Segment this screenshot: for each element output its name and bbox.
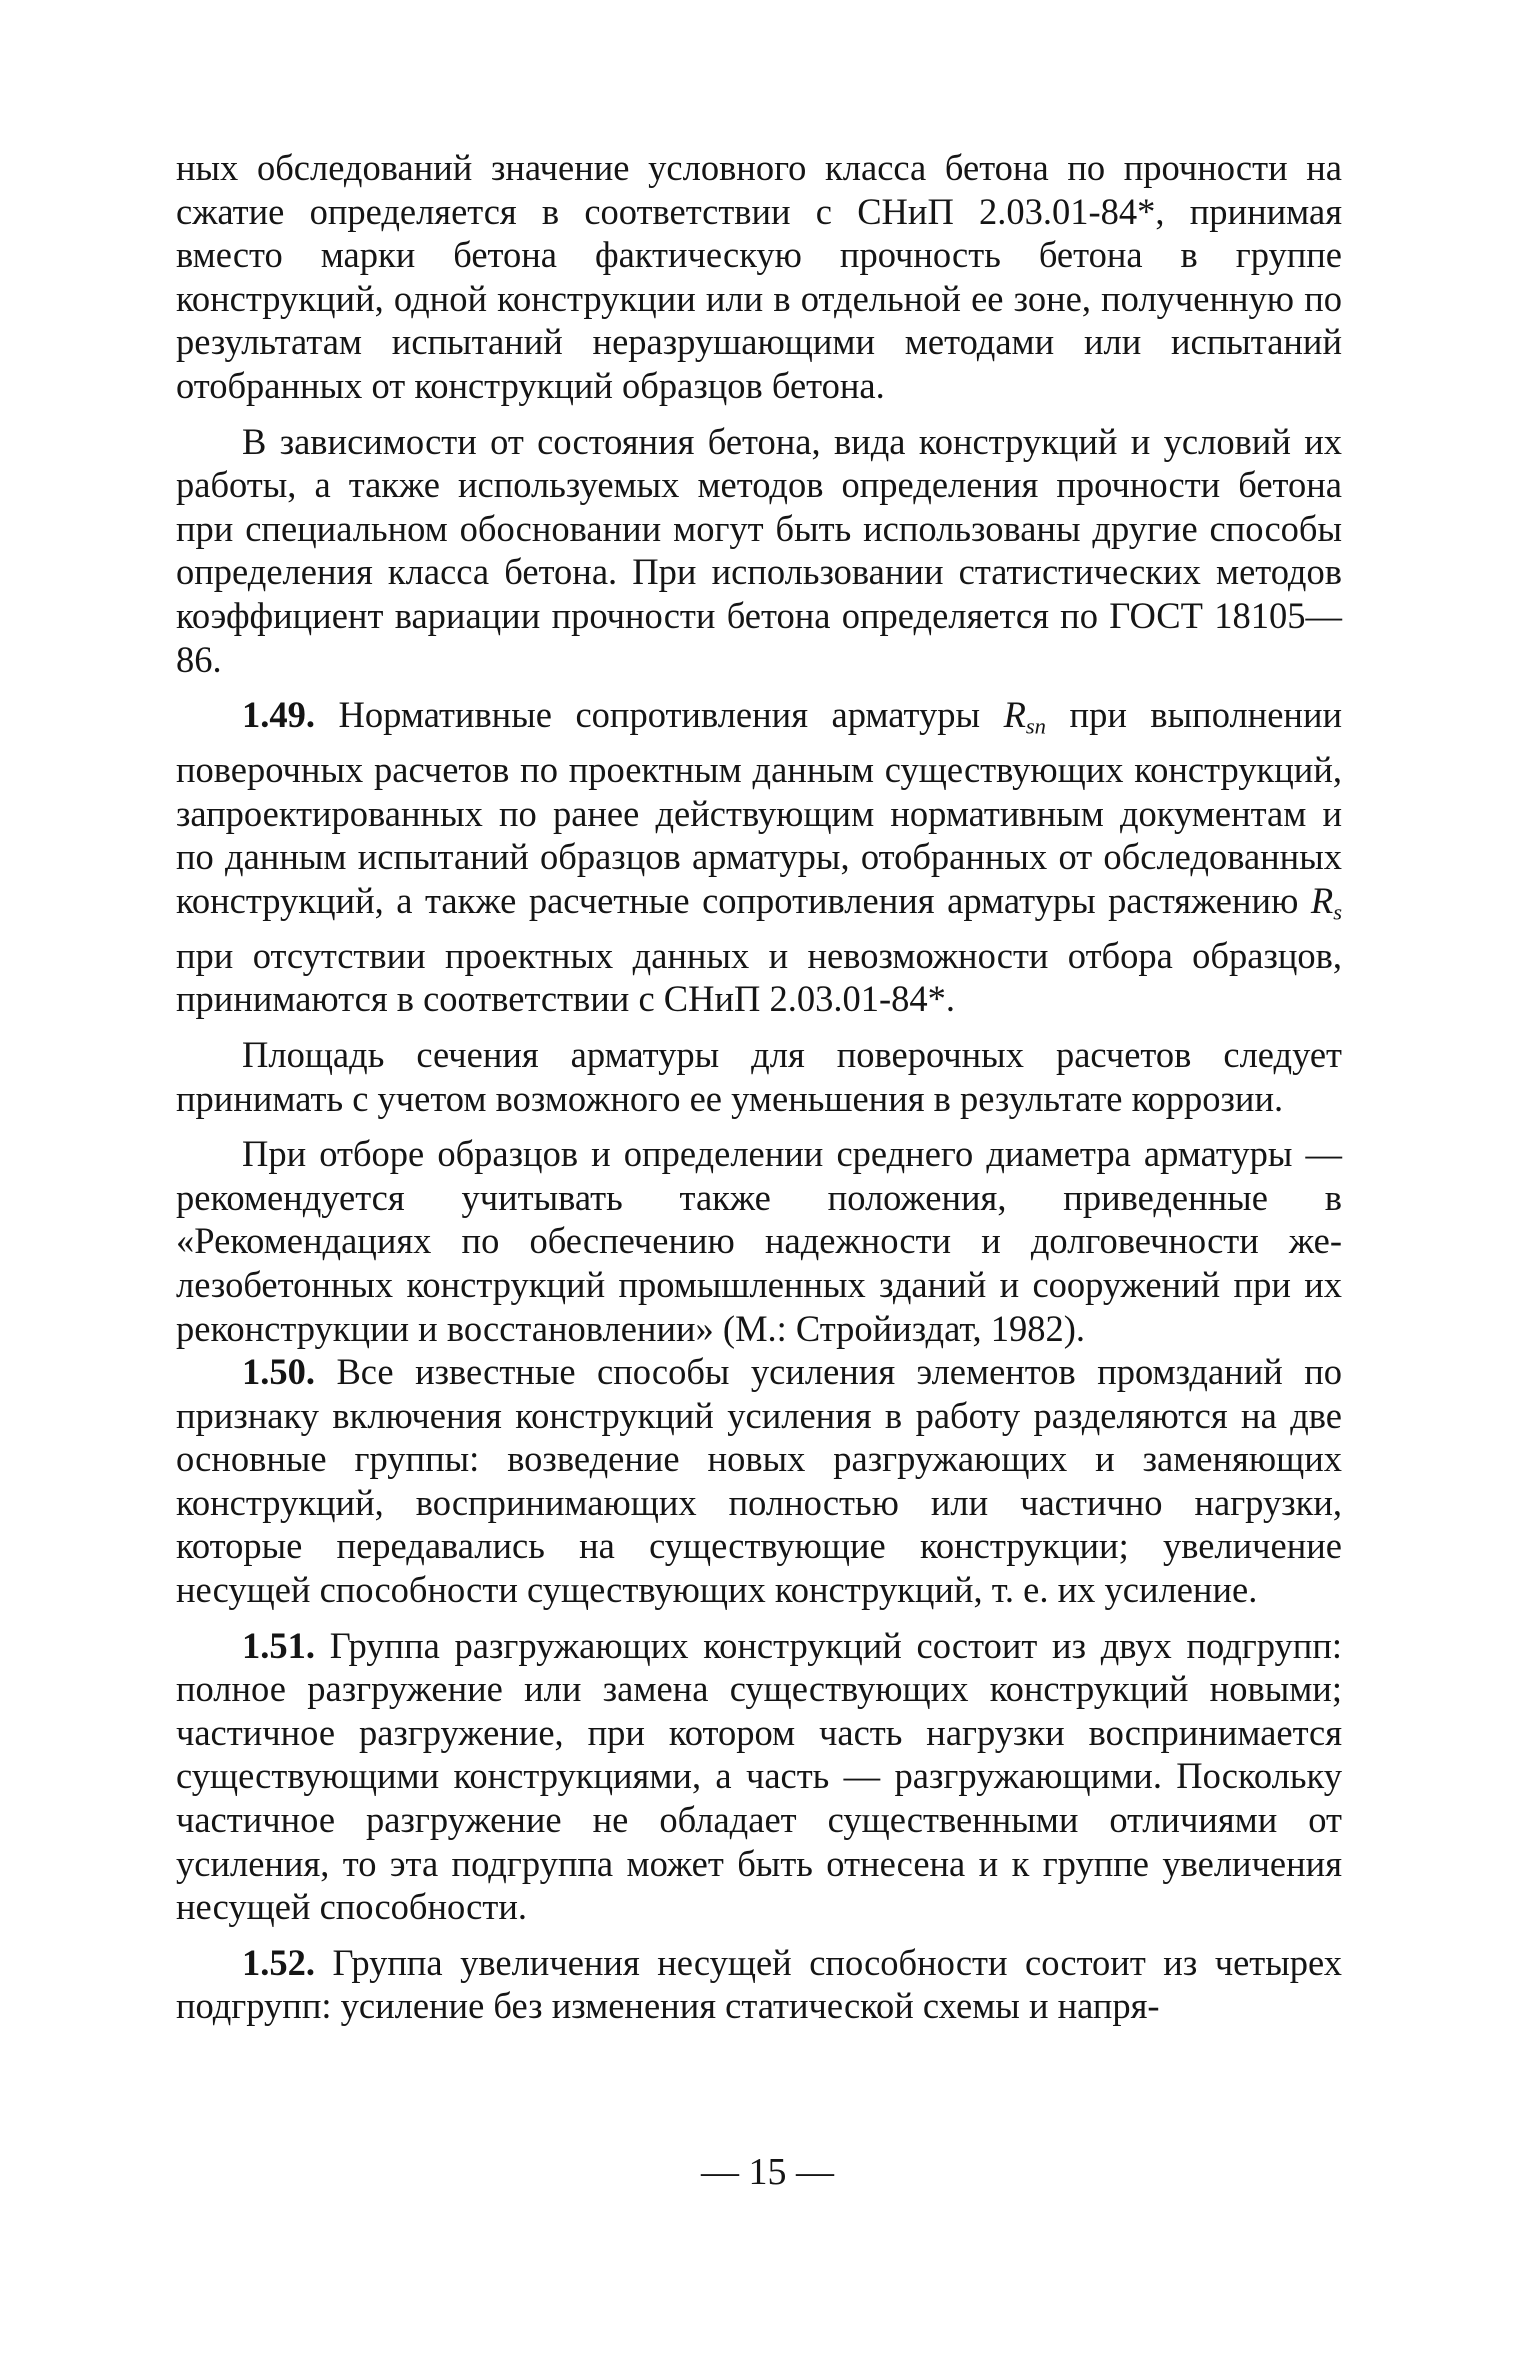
paragraph-1-51 — [176, 1624, 1342, 1929]
paragraph-1-49 — [176, 693, 1342, 1021]
paragraph-text: при отсутствии проектных данных и невозможности отбора образцов, принимаются в соответствии с СНиП 2.03.01-84*. — [176, 934, 1342, 1020]
document-page — [176, 146, 1342, 2028]
clause-number: 1.52. — [242, 1941, 315, 1983]
clause-number: 1.50. — [242, 1351, 315, 1393]
paragraph-text: Нормативные сопротивления арматуры — [338, 694, 981, 736]
page-number: — 15 — — [701, 2151, 834, 2193]
paragraph-text: Группа разгружающих конструкций состоит из двух подгрупп: полное разгружение или замена существующих конструкций новыми; частичное разгружение, при котором часть нагрузки воспринимается существующими конструкциями, а часть — разгружающими. Поскольку частичное разгружение не обладает существенными отличиями от усиления, то эта подгруппа может быть отнесена и к группе увеличения несущей способности. — [176, 1624, 1342, 1928]
clause-number: 1.51. — [242, 1624, 315, 1666]
paragraph-1: ных обследований значение условного класса бетона по прочности на сжатие определяется в соответствии с СНиП 2.03.01-84*, принимая вместо марки бетона фактическую прочность бетона в группе конструкций, одной конструкции или в отдельной ее зоне, полученную по результатам испытаний неразрушающими методами или испытаний отобранных от конструкций образцов бетона. — [176, 147, 1342, 406]
symbol-rs: $R_s$ — [1310, 879, 1342, 925]
paragraph-text: при выполнении поверочных расчетов по проектным данным существующих конструкций, запроектированных по ранее действующим нормативным документам и по данным испытаний образцов арматуры, отобранных от обследованных конструкций, а также расчетные сопротивления арматуры растяжению — [176, 694, 1343, 921]
paragraph-text: Все известные способы усиления элементов промзданий по признаку включения конструкций усиления в работу разделяются на две основные группы: возведение новых разгружающих и заменяющих конструкций, воспринимающих полностью или частично нагрузки, которые передавались на существующие конструкции; увеличение несущей способности существующих конструкций, т. е. их усиление. — [176, 1351, 1342, 1611]
paragraph-text: Группа увеличения несущей способности состоит из четырех подгрупп: усиление без изменения статической схемы и напря- — [176, 1941, 1342, 2027]
paragraph-2: В зависимости от состояния бетона, вида конструкций и условий их работы, а также используемых методов определения прочности бетона при специальном обосновании могут быть использованы другие способы определения класса бетона. При использовании статистических методов коэффициент вариации прочности бетона определяется по ГОСТ 18105—86. — [176, 420, 1342, 680]
clause-number: 1.49. — [242, 694, 315, 736]
paragraph-samples: При отборе образцов и определении среднего диаметра арматуры — рекомендуется учитывать также положения, приведенные в «Рекомендациях по обеспечению надежности и долговечности железобетонных конструкций промышленных зданий и сооружений при их реконструкции и восстановлении» (М.: Стройиздат, 1982). — [176, 1133, 1342, 1349]
paragraph-area: Площадь сечения арматуры для поверочных расчетов следует принимать с учетом возможного ее уменьшения в результате коррозии. — [176, 1033, 1342, 1119]
paragraph-1-52 — [176, 1941, 1342, 2028]
paragraph-1-50 — [176, 1350, 1342, 1612]
symbol-rsn: $R_{sn}$ — [1003, 694, 1046, 739]
